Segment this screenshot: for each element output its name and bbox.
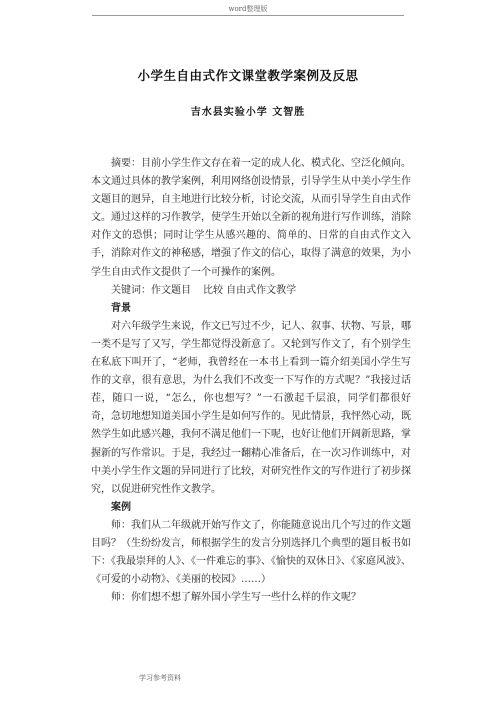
document-title: 小学生自由式作文课堂教学案例及反思	[137, 68, 359, 83]
header-divider	[92, 15, 404, 16]
keywords-line	[91, 282, 411, 300]
case-paragraph: 师：我们从二年级就开始写作文了，你能随意说出几个写过的作文题目吗？（生纷纷发言，师根据学生的发言分别选择几个典型的题目板书如下：《我最崇拜的人》、《一件难忘的事》、《愉快的双休日》、《家庭风波》、《可爱的小动物》、《美丽的校园》……）	[91, 519, 411, 586]
document-author: 吉水县实验小学 文智胜	[190, 107, 306, 118]
background-paragraph: 对六年级学生来说，作文已写过不少，记人、叙事、状物、写景，哪一类不是写了又写，学生都觉得没新意了。又轮到写作文了，有个别学生在私底下叫开了，“老师，我曾经在一本书上看到一篇介绍美国小学生写作的文章，很有意思，为什么我们不改变一下写作的方式呢？”我接过话茬，随口一说，“怎么，你也想写？”一石激起千层浪，同学们都很好奇，急切地想知道美国小学生是如何写作的。见此情景，我怦然心动，既然学生如此感兴趣，我何不满足他们一下呢，也好让他们开阔新思路，掌握新的写作常识。于是，我经过一翻精心准备后，在一次习作训练中，对中美小学生作文题的异同进行了比较，对研究性作文的写作进行了初步探究，以促进研究性作文教学。	[91, 320, 411, 495]
abstract-paragraph: 摘要：目前小学生作文存在着一定的成人化、模式化、空泛化倾向。本文通过具体的教学案例，利用网络创设情景，引导学生从中美小学生作文题目的迥异，自主地进行比较分析，讨论交流，从而引导学生自由式作文。通过这样的习作教学，使学生开始以全新的视角进行写作训练，消除对作文的恐惧；同时让学生从感兴趣的、简单的、日常的自由式作文入手，消除对作文的神秘感，增强了作文的信心，取得了满意的效果，为小学生自由式作文提供了一个可操作的案例。	[91, 158, 411, 278]
page-header: word整理版	[228, 5, 268, 13]
case-paragraph: 师：你们想不想了解外国小学生写一些什么样的作文呢？	[111, 592, 361, 604]
document-body	[91, 155, 411, 607]
keywords-rest: 比较 自由式作文教学	[203, 284, 297, 296]
page-footer: 学习参考资料	[139, 674, 181, 682]
section-heading-case: 案例	[111, 501, 131, 513]
section-heading-background: 背景	[111, 302, 131, 314]
keywords-label: 关键词：作文题目	[111, 284, 191, 296]
